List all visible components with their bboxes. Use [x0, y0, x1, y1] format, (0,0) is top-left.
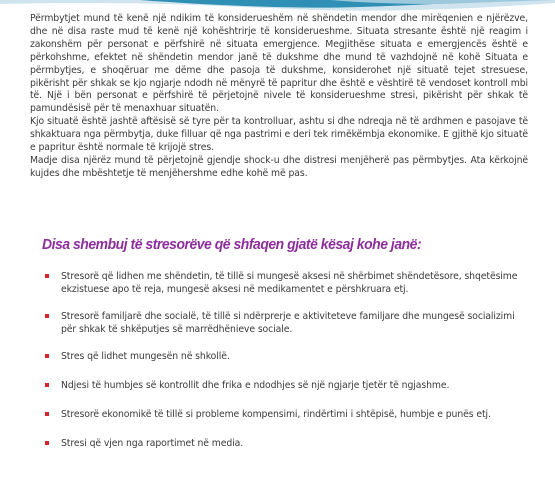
intro-text	[30, 13, 528, 181]
list-item	[44, 270, 519, 296]
section-heading: Disa shembuj të stresorëve që shfaqen gjatë kësaj kohe janë:	[42, 236, 422, 253]
bullet-square-icon	[45, 412, 49, 416]
header-wave-decoration	[0, 0, 555, 14]
list-item-text: Stresi që vjen nga raportimet në media.	[61, 438, 244, 449]
bullet-square-icon	[45, 314, 49, 318]
intro-paragraph: Përmbytjet mund të kenë një ndikim të konsiderueshëm në shëndetin mendor dhe mirëqenien e njërëzve, dhe në disa raste mud të kenë një kohështrirje të konsiderueshme. Situata stresante është një reagim i zakonshëm për personat e përfshirë në situata emergjence. Megjithëse situata e emergjencës është e përkohshme, efektet në shëndetin mendor janë të dukshme dhe mund të vazhdojnë në kohë Situata e përmbytjes, e shoqëruar me dëme dhe pasoja të dukshme, konsiderohet një situatë tejet stresuese, pikërisht për shkak se kjo ngjarje ndodh në mënyrë të papritur dhe është e vështirë të vendoset kontroll mbi të. Një i bën personat e përfshirë të përjetojnë nivele të konsiderueshme stresi, pikërisht për shkak të pamundësisë për të menaxhuar situatën.	[30, 13, 528, 115]
bullet-square-icon	[45, 441, 49, 445]
intro-paragraph: Madje disa njërëz mund të përjetojnë gjendje shock-u dhe distresi menjëherë pas përmbytjes. Ata kërkojnë kujdes dhe mbështetje të menjëhershme edhe kohë më pas.	[30, 154, 528, 179]
list-item-text: Stres që lidhet mungesën në shkollë.	[61, 351, 230, 362]
list-item-text: Stresorë ekonomikë të tillë si probleme kompensimi, rindërtimi i shtëpisë, humbje e punës etj.	[61, 409, 491, 420]
list-item-text: Ndjesi të humbjes së kontrollit dhe frika e ndodhjes së një ngjarje tjetër të ngjashme.	[61, 380, 450, 391]
stressor-list	[44, 270, 519, 450]
list-item-text: Stresorë që lidhen me shëndetin, të tillë si mungesë aksesi në shërbimet shëndetësore, shqetësime ekzistuese apo të reja, mungesë aksesi në medikamentet e përshkruara etj.	[61, 271, 518, 295]
bullet-square-icon	[45, 354, 49, 358]
intro-paragraph: Kjo situatë është jashtë aftësisë së tyre për ta kontrolluar, ashtu si dhe ndreqja në të ardhmen e pasojave të shkaktuara nga përmbytja, duke filluar që nga pastrimi e deri tek rimëkëmbja ekonomike. E gjithë kjo situatë e papritur është normale të krijojë stres.	[30, 116, 528, 154]
list-item	[44, 379, 519, 392]
bullet-square-icon	[45, 383, 49, 387]
list-item	[44, 350, 519, 363]
list-item	[44, 437, 519, 450]
list-item	[44, 310, 519, 336]
list-item	[44, 408, 519, 421]
bullet-square-icon	[45, 274, 49, 278]
list-item-text: Stresorë familjarë dhe socialë, të tillë si ndërprerje e aktiviteteve familjare dhe mungesë socializimi për shkak të shkëputjes së marrëdhënieve sociale.	[61, 311, 515, 335]
